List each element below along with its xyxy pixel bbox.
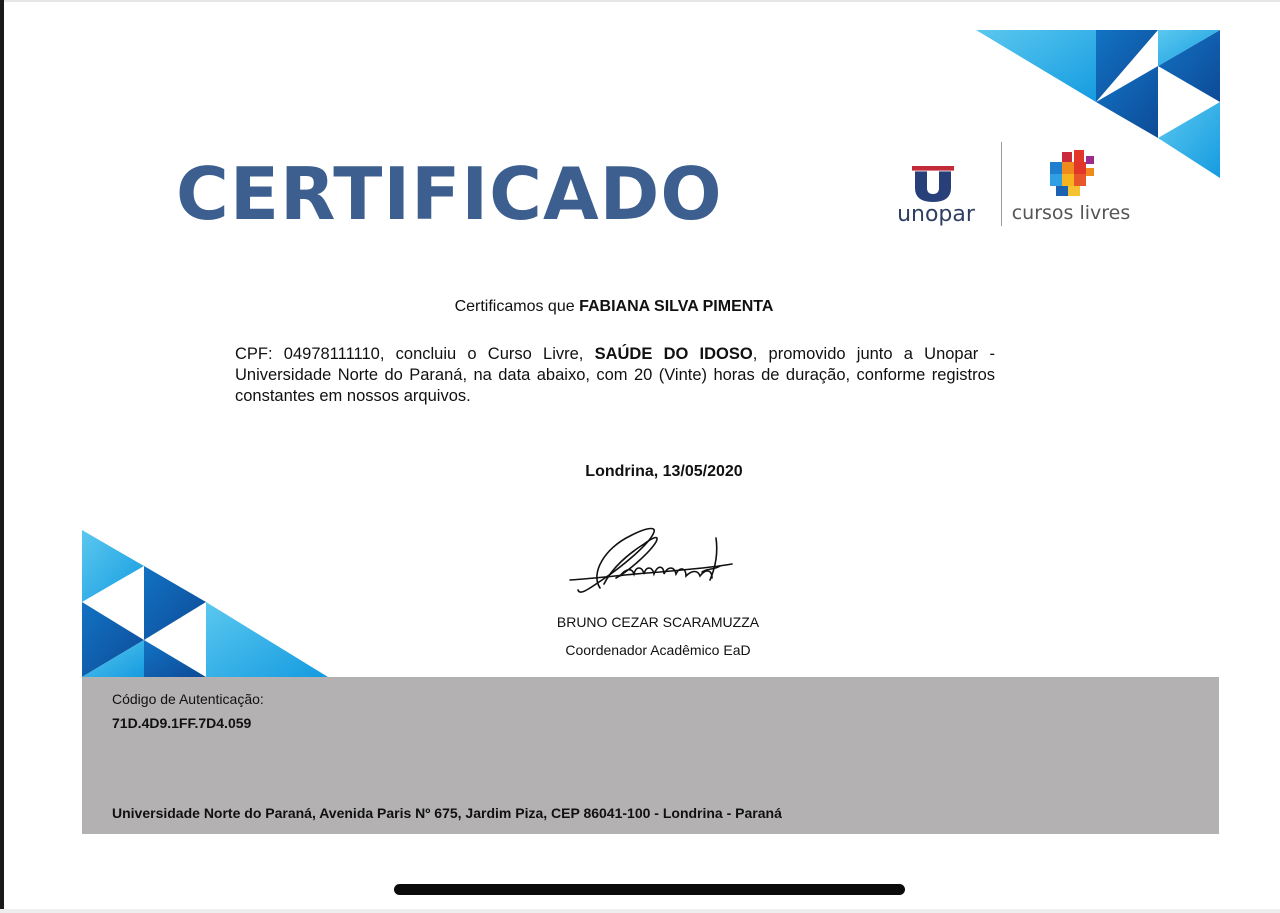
signer-name: BRUNO CEZAR SCARAMUZZA	[556, 614, 760, 630]
signer-role: Coordenador Acadêmico EaD	[565, 642, 751, 658]
place-and-date: Londrina, 13/05/2020	[585, 463, 743, 480]
handwritten-signature	[560, 518, 740, 602]
authentication-label: Código de Autenticação:	[112, 691, 264, 707]
colorful-cube-icon	[1044, 146, 1100, 198]
page-left-edge	[0, 0, 4, 913]
certificate-title: CERTIFICADO	[176, 152, 723, 236]
certify-line	[0, 298, 1228, 316]
institution-address: Universidade Norte do Paraná, Avenida Paris Nº 675, Jardim Piza, CEP 86041-100 - Londrina - Paraná	[112, 805, 782, 821]
page-top-edge	[0, 0, 1280, 2]
footer-panel	[82, 677, 1219, 834]
unopar-wordmark: unopar	[897, 202, 975, 227]
certify-intro: Certificamos que	[454, 298, 580, 315]
course-name: SAÚDE DO IDOSO	[594, 345, 753, 363]
cursos-livres-logo	[1010, 144, 1140, 230]
certificate-body	[235, 344, 995, 407]
home-indicator-bar[interactable]	[394, 884, 905, 895]
logo-divider	[1001, 142, 1002, 226]
page-bottom-edge	[0, 909, 1280, 913]
recipient-name: FABIANA SILVA PIMENTA	[579, 298, 774, 315]
body-suffix: , promovido junto a Unopar - Universidade Norte do Paraná, na data abaixo, com 20 (Vinte) horas de duração, conforme registros constantes em nossos arquivos.	[235, 345, 995, 405]
authentication-code: 71D.4D9.1FF.7D4.059	[112, 715, 252, 731]
unopar-u-icon	[912, 166, 954, 202]
cursos-livres-wordmark: cursos livres	[1011, 202, 1131, 224]
unopar-logo	[896, 160, 976, 230]
body-prefix: CPF: 04978111110, concluiu o Curso Livre,	[235, 345, 595, 363]
